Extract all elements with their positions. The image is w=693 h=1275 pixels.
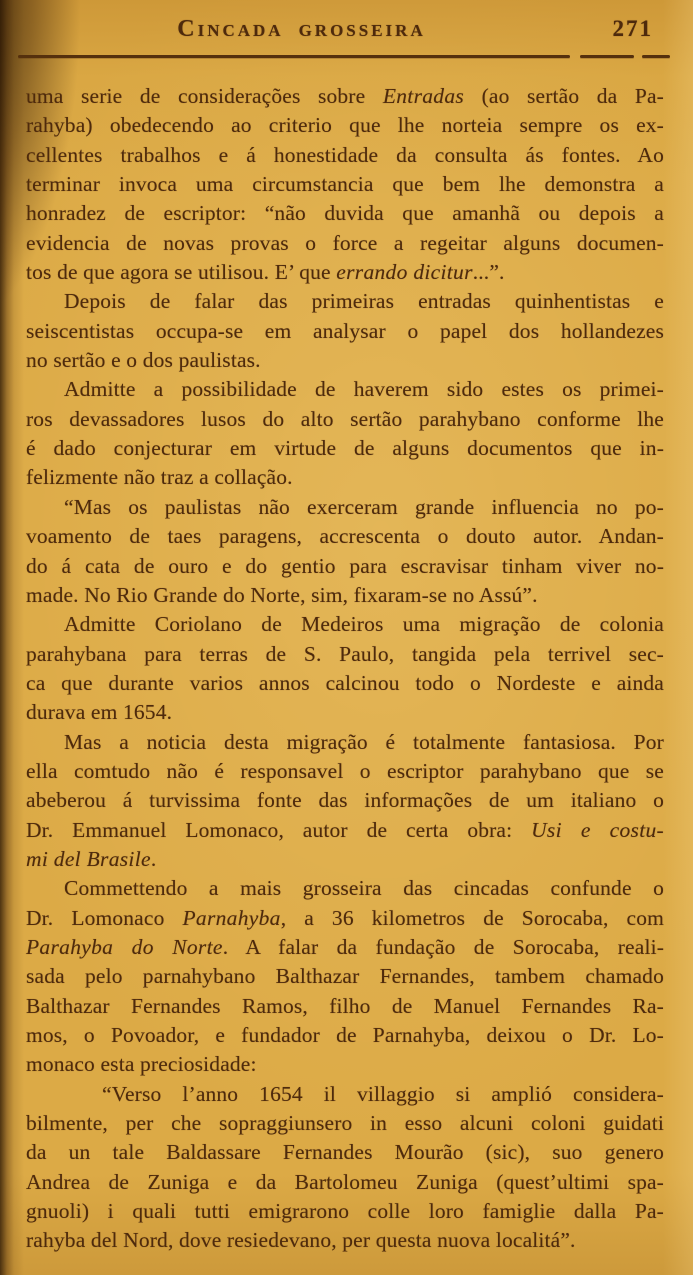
text-line: Dr. Lomonaco Parnahyba, a 36 kilometros de Sorocaba, com [26, 905, 664, 930]
text-line: ca que durante varios annos calcinou todo o Nordeste e ainda [26, 670, 664, 695]
text-line: Depois de falar das primeiras entradas quinhentistas e [64, 289, 664, 314]
text-line: “Mas os paulistas não exerceram grande influencia no po- [64, 494, 664, 519]
text-line: voamento de taes paragens, accrescenta o douto autor. Andan- [26, 524, 664, 549]
page-title: Cincada grosseira [177, 16, 426, 42]
text-line: da un tale Baldassare Fernandes Mourão (sic), suo genero [26, 1140, 664, 1165]
body-text [26, 82, 664, 1256]
text-line: ros devassadores lusos do alto sertão parahybano conforme lhe [26, 406, 664, 431]
paragraph [26, 874, 664, 1079]
text-line: made. No Rio Grande do Norte, sim, fixaram-se no Assú”. [26, 582, 538, 607]
text-line: é dado conjecturar em virtude de alguns documentos que in- [26, 436, 664, 461]
text-line: Andrea de Zuniga e da Bartolomeu Zuniga (quest’ultimi spa- [26, 1169, 664, 1194]
text-line: tos de que agora se utilisou. E’ que errando dicitur...”. [26, 260, 505, 285]
text-line: monaco esta preciosidade: [26, 1052, 257, 1077]
header-rule-segment [18, 55, 570, 58]
text-line: Parahyba do Norte. A falar da fundação de Sorocaba, reali- [26, 934, 664, 959]
text-line: bilmente, per che sopraggiunsero in esso alcuni coloni guidati [26, 1111, 664, 1136]
text-line: cellentes trabalhos e á honestidade da consulta ás fontes. Ao [26, 142, 664, 167]
text-line: evidencia de novas provas o force a regeitar alguns documen- [26, 230, 664, 255]
text-line: “Verso l’anno 1654 il villaggio si amplió considera- [102, 1081, 664, 1106]
text-line: seiscentistas occupa-se em analysar o papel dos hollandezes [26, 318, 664, 343]
paragraph [26, 493, 664, 610]
text-line: honradez de escriptor: “não duvida que amanhã ou depois a [26, 201, 664, 226]
text-line: uma serie de considerações sobre Entradas (ao sertão da Pa- [26, 84, 664, 108]
text-line: gnuoli) i quali tutti emigrarono colle loro famiglie dalla Pa- [26, 1199, 664, 1224]
text-line: parahybana para terras de S. Paulo, tangida pela terrivel sec- [26, 641, 664, 666]
text-line: mi del Brasile. [26, 846, 157, 871]
paragraph [26, 610, 664, 727]
text-line: rahyba) obedecendo ao criterio que lhe norteia sempre os ex- [26, 113, 664, 138]
paragraph [26, 375, 664, 492]
text-line: terminar invoca uma circumstancia que bem lhe demonstra a [26, 172, 664, 197]
text-line: sada pelo parnahybano Balthazar Fernandes, tambem chamado [26, 964, 664, 989]
paragraph [26, 1080, 664, 1256]
text-line: durava em 1654. [26, 700, 173, 725]
text-line: Commettendo a mais grosseira das cincadas confunde o [64, 876, 664, 901]
text-line: Dr. Emmanuel Lomonaco, autor de certa obra: Usi e costu- [26, 817, 664, 842]
text-line: Mas a noticia desta migração é totalmente fantasiosa. Por [64, 729, 664, 754]
paragraph [26, 82, 664, 287]
text-line: no sertão e o dos paulistas. [26, 348, 261, 373]
text-line: rahyba del Nord, dove resiedevano, per questa nuova localitá”. [26, 1228, 576, 1253]
header-rule [0, 55, 693, 59]
header-rule-segment [580, 55, 634, 58]
text-line: felizmente não traz a collação. [26, 465, 293, 490]
text-line: mos, o Povoador, e fundador de Parnahyba, deixou o Dr. Lo- [26, 1023, 664, 1047]
text-line: do á cata de ouro e do gentio para escravisar tinham viver no- [26, 553, 664, 578]
text-line: abeberou á turvissima fonte das informações de um italiano o [26, 788, 664, 813]
text-line: Balthazar Fernandes Ramos, filho de Manuel Fernandes Ra- [26, 993, 664, 1018]
text-line: ella comtudo não é responsavel o escriptor parahybano que se [26, 758, 664, 783]
text-line: Admitte Coriolano de Medeiros uma migração de colonia [64, 612, 664, 637]
paragraph [26, 728, 664, 875]
text-line: Admitte a possibilidade de haverem sido estes os primei- [64, 377, 664, 402]
header-rule-segment [642, 55, 670, 58]
page-number: 271 [612, 16, 653, 41]
running-head [0, 16, 693, 50]
paragraph [26, 287, 664, 375]
